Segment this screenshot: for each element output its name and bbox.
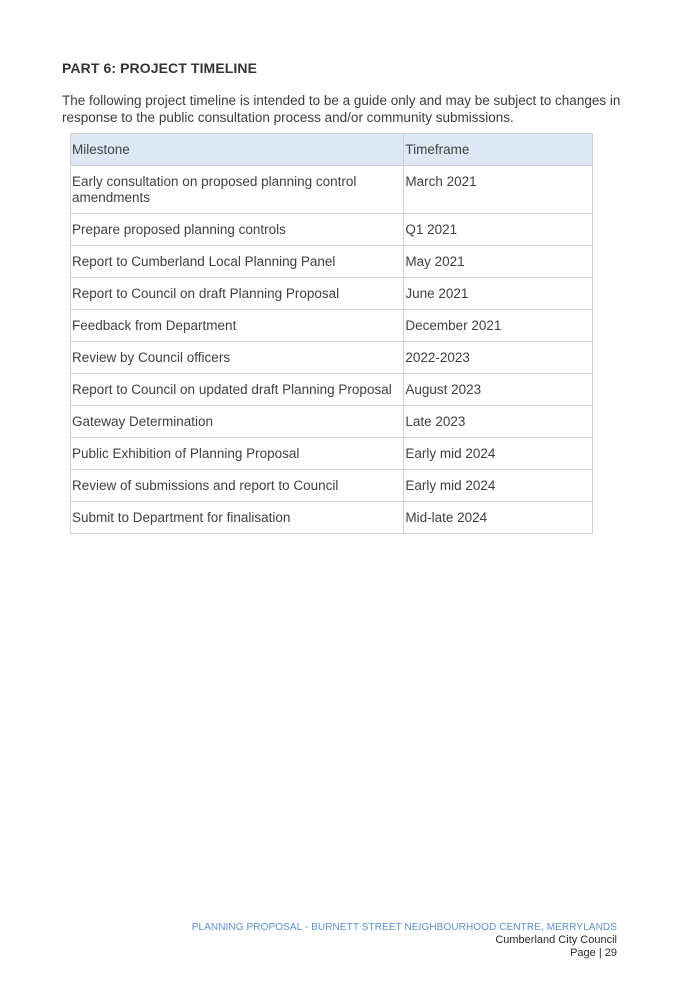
timeframe-cell: 2022-2023: [404, 342, 593, 374]
footer-page-number: Page | 29: [570, 947, 617, 959]
milestone-cell: Review of submissions and report to Council: [71, 470, 404, 502]
footer-organisation: Cumberland City Council: [495, 934, 617, 946]
timeframe-cell: Mid-late 2024: [404, 502, 593, 534]
timeline-table: [70, 133, 593, 534]
footer-document-title: PLANNING PROPOSAL - BURNETT STREET NEIGHBOURHOOD CENTRE, MERRYLANDS: [191, 922, 617, 933]
table-row: [71, 214, 593, 246]
timeframe-cell: June 2021: [404, 278, 593, 310]
milestone-cell: Review by Council officers: [71, 342, 404, 374]
milestone-cell: Submit to Department for finalisation: [71, 502, 404, 534]
timeframe-cell: May 2021: [404, 246, 593, 278]
timeframe-cell: March 2021: [404, 166, 593, 214]
table-row: [71, 470, 593, 502]
milestone-cell: Report to Council on updated draft Planning Proposal: [71, 374, 404, 406]
table-row: [71, 406, 593, 438]
section-heading: PART 6: PROJECT TIMELINE: [62, 60, 258, 76]
milestone-cell: Public Exhibition of Planning Proposal: [71, 438, 404, 470]
milestone-cell: Early consultation on proposed planning control amendments: [71, 166, 404, 214]
timeframe-cell: Early mid 2024: [404, 438, 593, 470]
milestone-cell: Prepare proposed planning controls: [71, 214, 404, 246]
table-row: [71, 374, 593, 406]
page-footer: [192, 921, 617, 960]
milestone-cell: Gateway Determination: [71, 406, 404, 438]
table-row: [71, 310, 593, 342]
intro-paragraph: The following project timeline is intended to be a guide only and may be subject to changes in response to the public consultation process and/or community submissions.: [62, 93, 621, 125]
timeframe-cell: Late 2023: [404, 406, 593, 438]
milestone-cell: Report to Council on draft Planning Proposal: [71, 278, 404, 310]
column-header-milestone: Milestone: [71, 134, 404, 166]
table-row: [71, 502, 593, 534]
table-row: [71, 342, 593, 374]
column-header-timeframe: Timeframe: [404, 134, 593, 166]
milestone-cell: Report to Cumberland Local Planning Panel: [71, 246, 404, 278]
timeframe-cell: December 2021: [404, 310, 593, 342]
timeframe-cell: August 2023: [404, 374, 593, 406]
milestone-cell: Feedback from Department: [71, 310, 404, 342]
table-row: [71, 246, 593, 278]
table-row: [71, 278, 593, 310]
table-row: [71, 438, 593, 470]
timeframe-cell: Early mid 2024: [404, 470, 593, 502]
table-header-row: [71, 134, 593, 166]
table-row: [71, 166, 593, 214]
timeframe-cell: Q1 2021: [404, 214, 593, 246]
